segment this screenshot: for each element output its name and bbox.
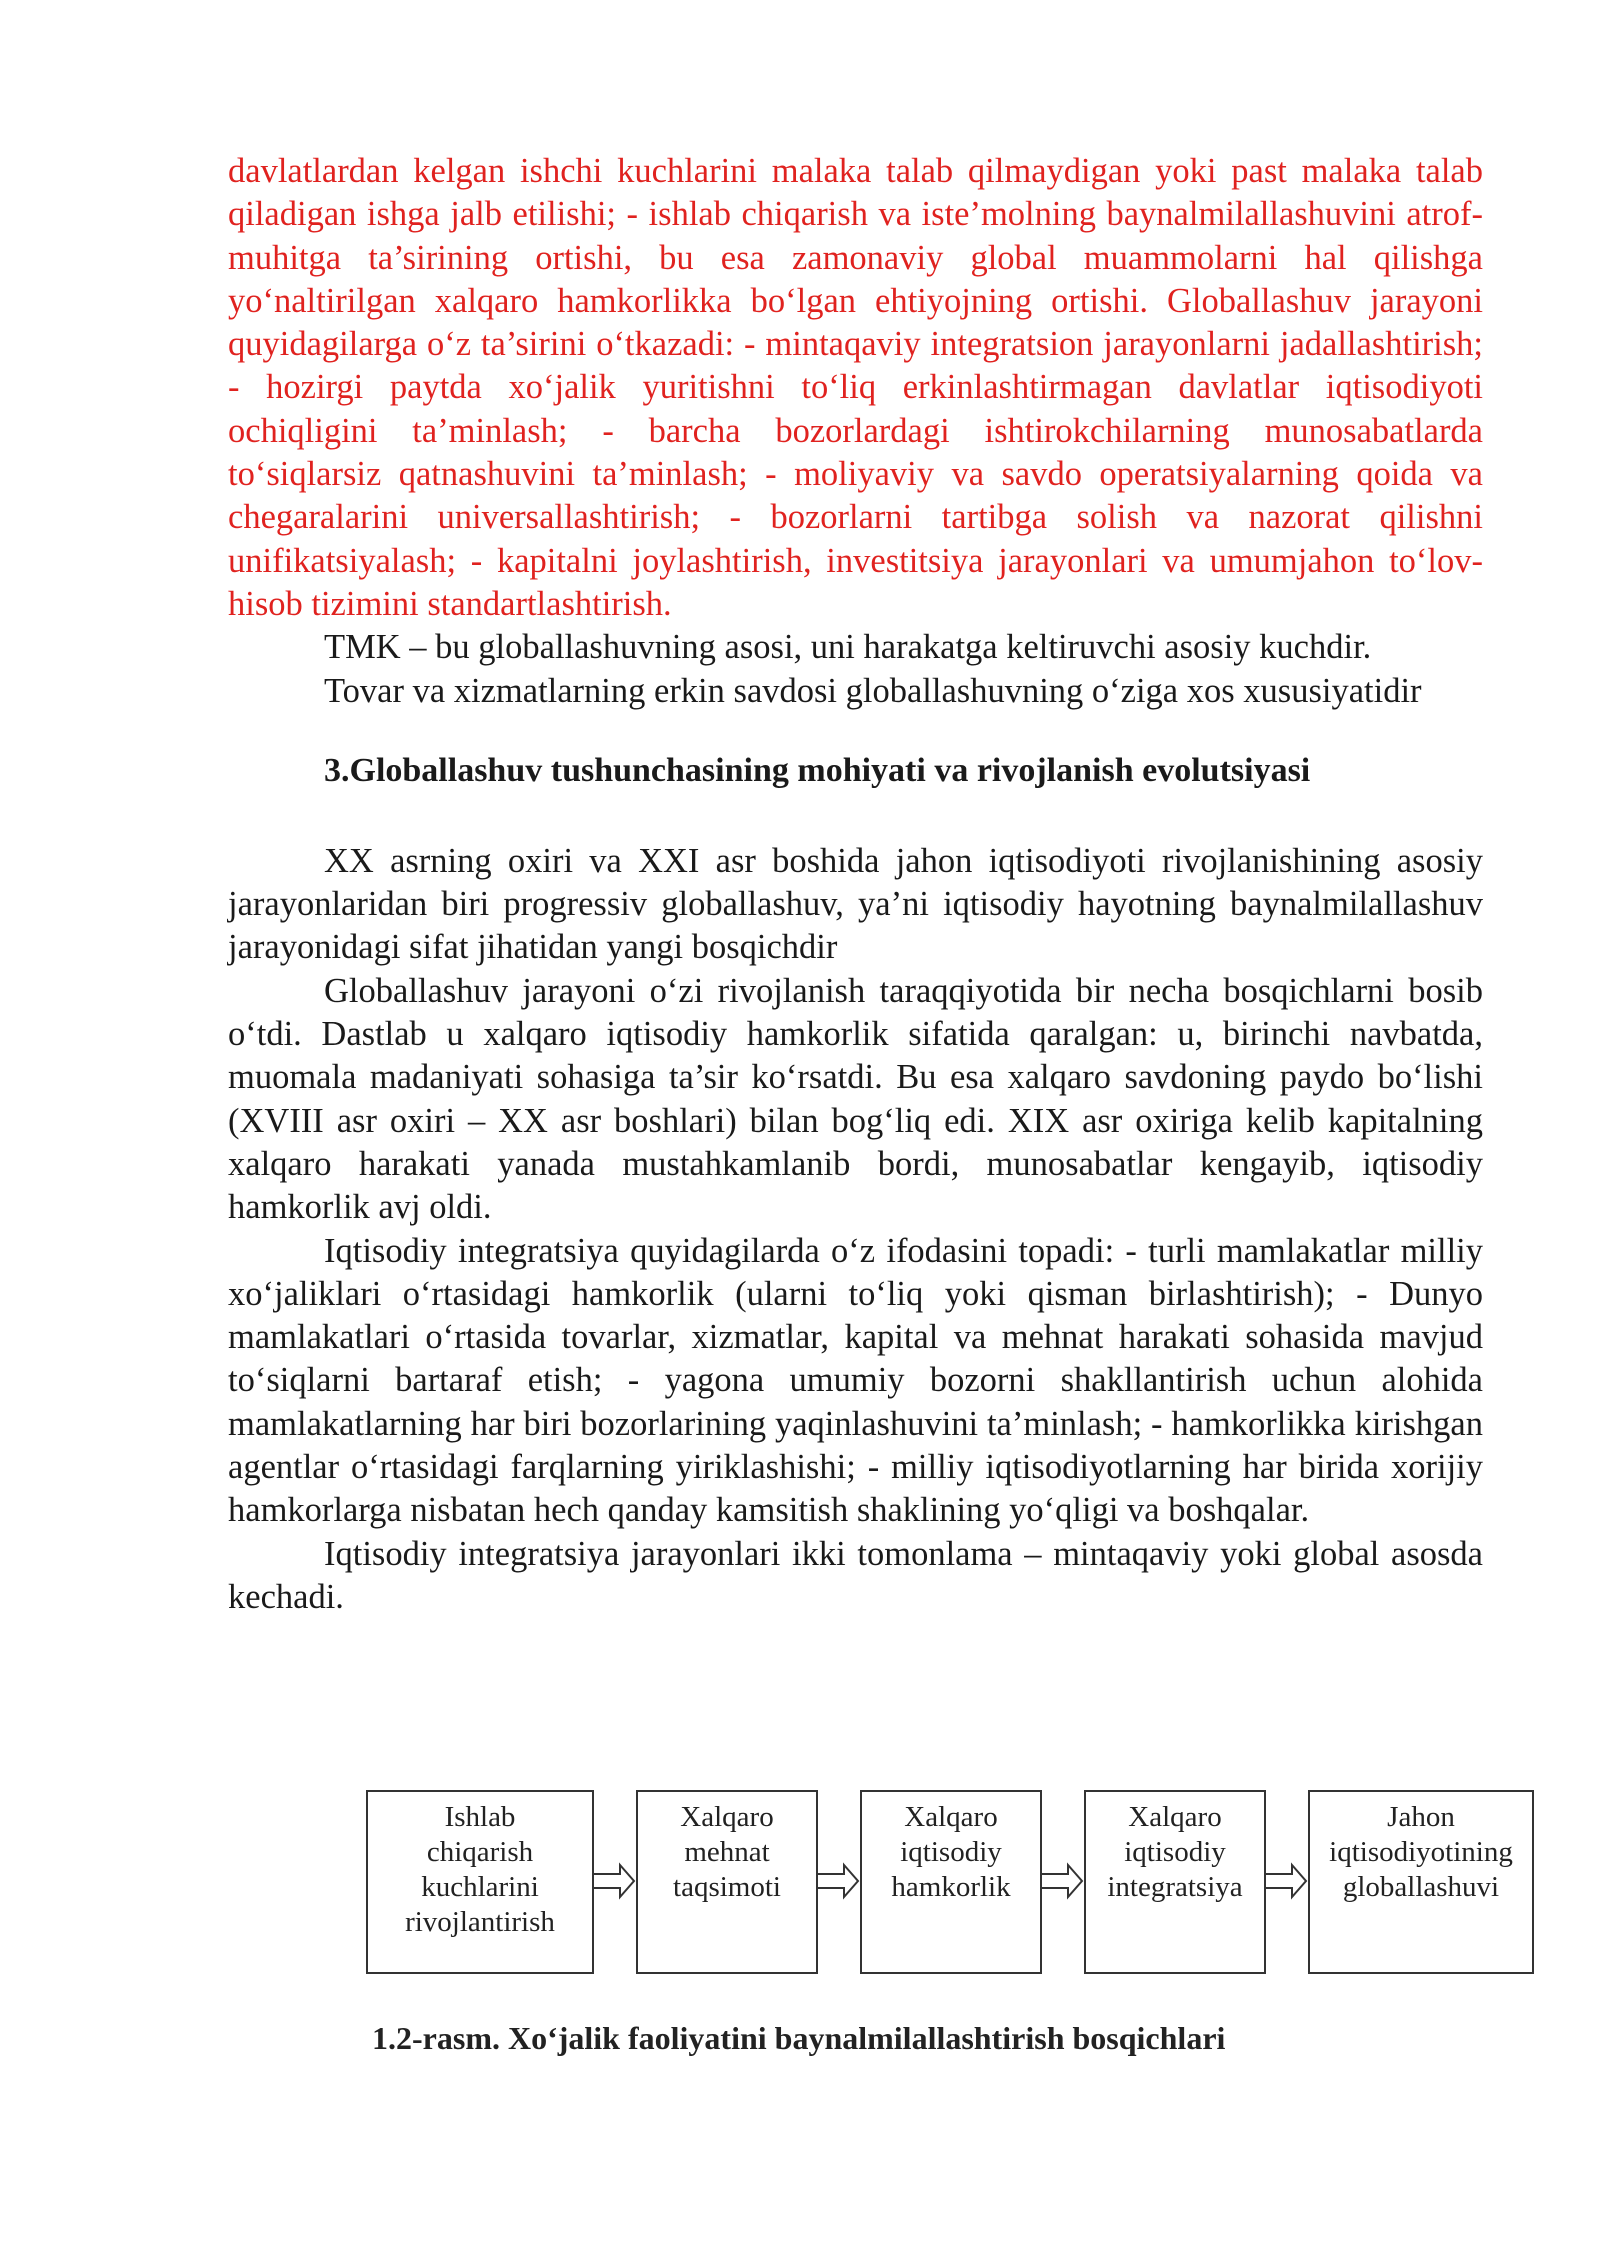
diagram-box-productive-forces xyxy=(366,1790,594,1974)
paragraph-free-trade: Tovar va xizmatlarning erkin savdosi globallashuvning o‘ziga xos xususiyatidir xyxy=(324,671,1422,710)
box-line: Ishlab xyxy=(444,1801,516,1833)
paragraph-globalization-stage: XX asrning oxiri va XXI asr boshida jahon iqtisodiyoti rivojlanishining asosiy jarayonlaridan biri progressiv globallashuv, ya’ni iqtisodiy hayotning baynalmilallashuv jarayonidagi sifat jihatidan yangi bosqichdir xyxy=(228,841,1483,967)
red-highlighted-paragraph: davlatlardan kelgan ishchi kuchlarini malaka talab qilmaydigan yoki past malaka talab qiladigan ishga jalb etilishi; - ishlab chiqarish va iste’molning baynalmilallashuvini atrof-muhitga ta’sirining ortishi, bu esa zamonaviy global muammolarni hal qilishga yo‘naltirilgan xalqaro hamkorlikka bo‘lgan ehtiyojning ortishi. Globallashuv jarayoni quyidagilarga o‘z ta’sirini o‘tkazadi: - mintaqaviy integratsion jarayonlarni jadallashtirish; - hozirgi paytda xo‘jalik yuritishni to‘liq erkinlashtirmagan davlatlar iqtisodiyoti ochiqligini ta’minlash; - barcha bozorlardagi ishtirokchilarning munosabatlarda to‘siqlarsiz qatnashuvini ta’minlash; - moliyaviy va savdo operatsiyalarning qoida va chegaralarini universallashtirish; - bozorlarni tartibga solish va nazorat qilishni unifikatsiyalash; - kapitalni joylashtirish, investitsiya jarayonlari va umumjahon to‘lov-hisob tizimini standartlashtirish. xyxy=(228,152,1483,623)
box-line: integratsiya xyxy=(1107,1871,1243,1903)
diagram-box-economic-integration xyxy=(1084,1790,1266,1974)
box-line: taqsimoti xyxy=(673,1871,781,1903)
arrow-right-icon xyxy=(818,1862,860,1900)
paragraph-integration-processes: Iqtisodiy integratsiya jarayonlari ikki tomonlama – mintaqaviy yoki global asosda kechadi. xyxy=(228,1534,1483,1616)
paragraph-tmk: TMK – bu globallashuvning asosi, uni harakatga keltiruvchi asosiy kuchdir. xyxy=(324,628,1372,667)
box-line: mehnat xyxy=(684,1836,770,1868)
box-line: rivojlantirish xyxy=(405,1906,555,1938)
box-line: Xalqaro xyxy=(904,1801,998,1833)
box-line: chiqarish xyxy=(426,1836,534,1868)
box-line: Jahon xyxy=(1387,1801,1455,1833)
diagram-box-world-globalization xyxy=(1308,1790,1534,1974)
box-line: Xalqaro xyxy=(680,1801,774,1833)
box-line: globallashuvi xyxy=(1342,1871,1500,1903)
box-line: kuchlarini xyxy=(421,1871,539,1903)
arrow-right-icon xyxy=(1042,1862,1084,1900)
diagram-box-economic-cooperation xyxy=(860,1790,1042,1974)
arrow-right-icon xyxy=(594,1862,636,1900)
arrow-right-icon xyxy=(1266,1862,1308,1900)
section-heading: 3.Globallashuv tushunchasining mohiyati va rivojlanish evolutsiyasi xyxy=(324,751,1311,789)
box-line: iqtisodiy xyxy=(900,1836,1002,1868)
paragraph-economic-integration: Iqtisodiy integratsiya quyidagilarda o‘z ifodasini topadi: - turli mamlakatlar milliy xo‘jaliklari o‘rtasidagi hamkorlik (ularni to‘liq yoki qisman birlashtirish); - Dunyo mamlakatlari o‘rtasida tovarlar, xizmatlar, kapital va mehnat harakati sohasida mavjud to‘siqlarni bartaraf etish; - yagona umumiy bozorni shakllantirish uchun alohida mamlakatlarning har biri bozorlarining yaqinlashuvini ta’minlash; - hamkorlikka kirishgan agentlar o‘rtasidagi farqlarning yiriklashishi; - milliy iqtisodiyotlarning har birida xorijiy hamkorlarga nisbatan hech qanday kamsitish shaklining yo‘qligi va boshqalar. xyxy=(228,1231,1483,1530)
paragraph-globalization-history: Globallashuv jarayoni o‘zi rivojlanish taraqqiyotida bir necha bosqichlarni bosib o‘tdi. Dastlab u xalqaro iqtisodiy hamkorlik sifatida qaralgan: u, birinchi navbatda, muomala madaniyati sohasiga ta’sir ko‘rsatdi. Bu esa xalqaro savdoning paydo bo‘lishi (XVIII asr oxiri – XX asr boshlari) bilan bog‘liq edi. XIX asr oxiriga kelib kapitalning xalqaro harakati yanada mustahkamlanib bordi, munosabatlar kengayib, iqtisodiy hamkorlik avj oldi. xyxy=(228,971,1483,1227)
box-line: iqtisodiyotining xyxy=(1329,1836,1513,1868)
box-line: Xalqaro xyxy=(1128,1801,1222,1833)
diagram-box-labor-division xyxy=(636,1790,818,1974)
box-line: hamkorlik xyxy=(891,1871,1011,1903)
box-line: iqtisodiy xyxy=(1124,1836,1226,1868)
figure-caption: 1.2-rasm. Xo‘jalik faoliyatini baynalmilallashtirish bosqichlari xyxy=(372,2020,1226,2056)
